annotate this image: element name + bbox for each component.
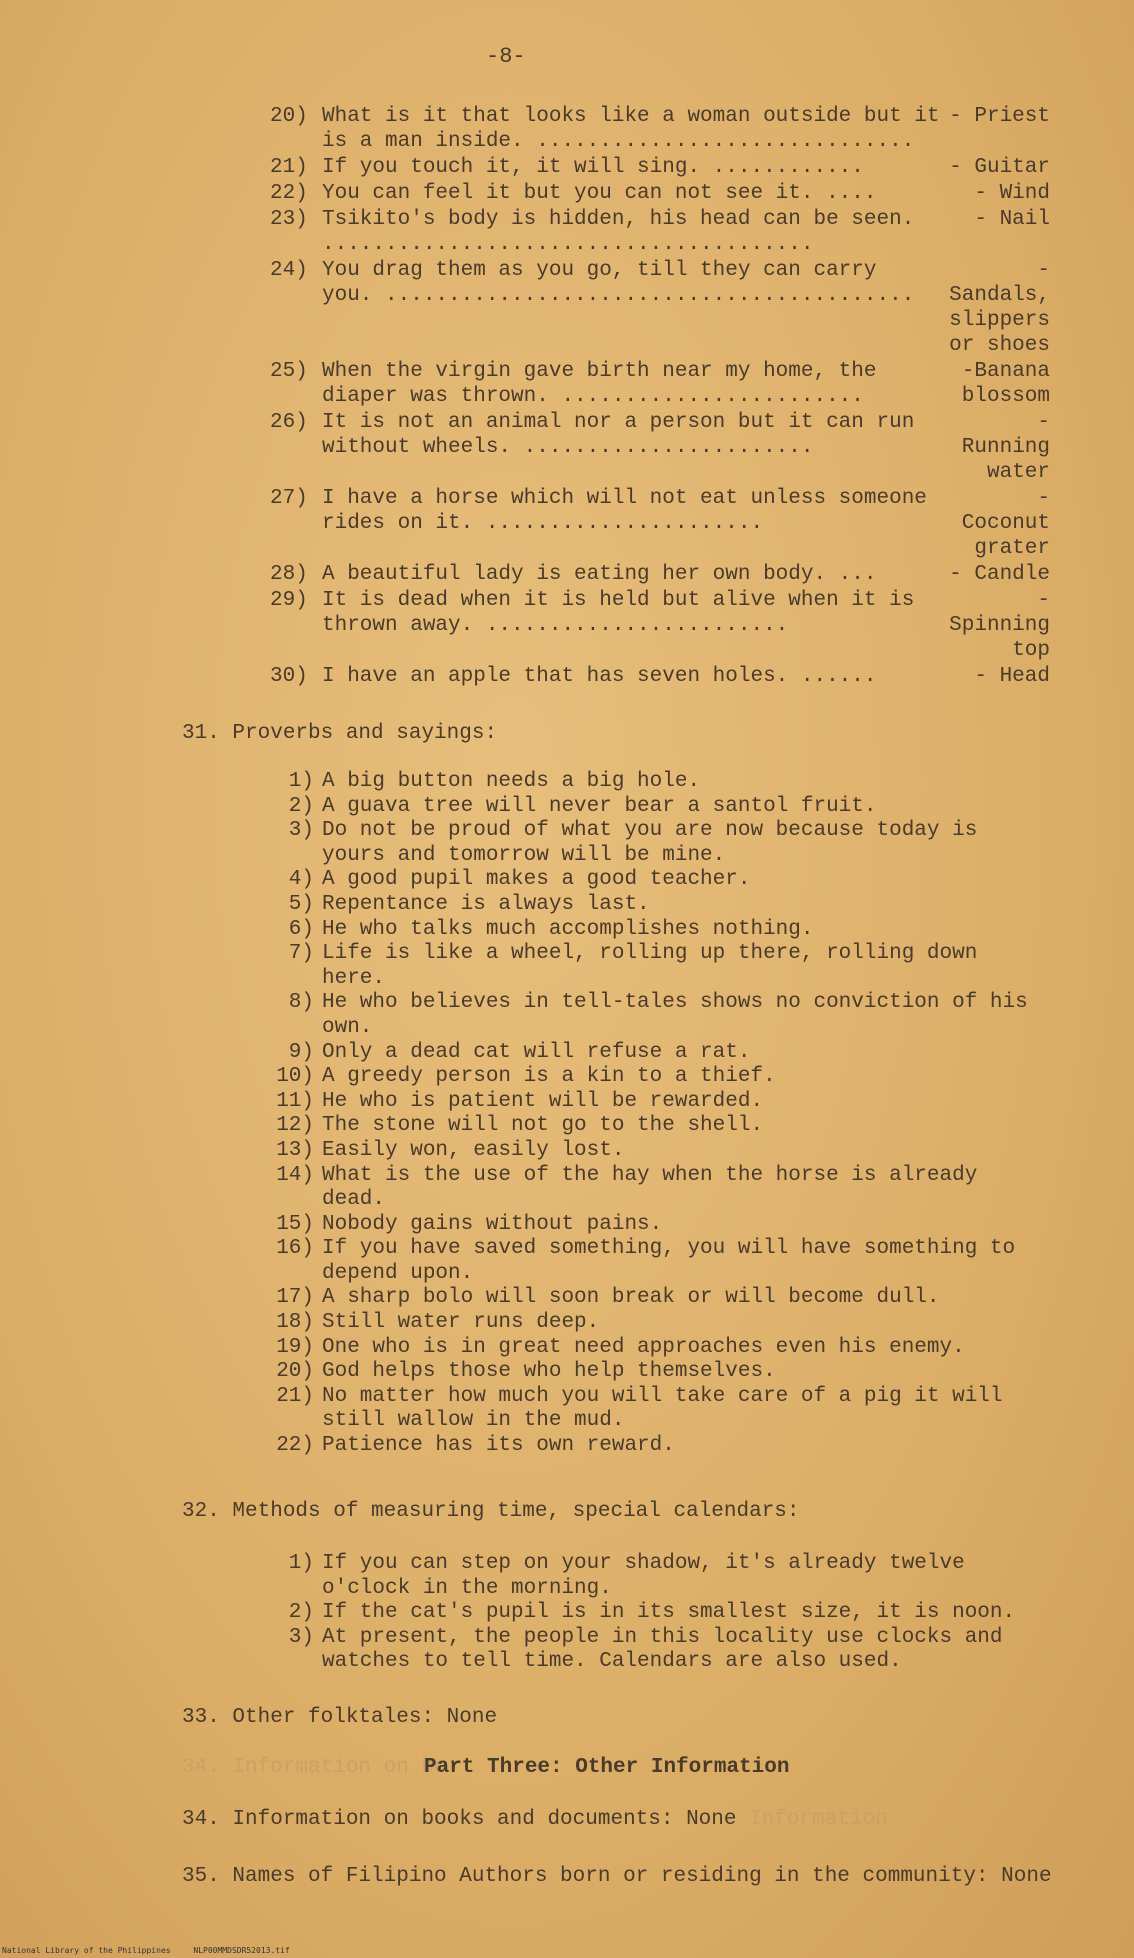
riddle-number: 28) <box>270 563 308 586</box>
item-number: 5) <box>288 892 314 916</box>
item-number: 21) <box>276 1384 314 1408</box>
riddle-answer: -Banana blossom <box>961 360 1050 408</box>
item-number: 12) <box>276 1114 314 1138</box>
item-number: 20) <box>276 1360 314 1384</box>
item-number: 4) <box>288 868 314 892</box>
riddle-question: I have an apple that has seven holes. ...... <box>322 665 877 688</box>
list-item <box>270 1286 1050 1311</box>
riddle-number: 25) <box>270 360 308 383</box>
time-heading: 32. Methods of measuring time, special calendars: <box>182 1500 800 1523</box>
item-number: 14) <box>276 1163 314 1187</box>
item-number: 13) <box>276 1138 314 1162</box>
riddle-answer: - Nail <box>974 208 1050 231</box>
riddle-question: Tsikito's body is hidden, his head can be seen. ....................................... <box>322 208 915 256</box>
item-text: Nobody gains without pains. <box>322 1212 663 1236</box>
footer-library: National Library of the Philippines <box>2 1946 171 1955</box>
list-item <box>270 1213 1050 1238</box>
riddle-question: It is dead when it is held but alive when it is thrown away. ........................ <box>322 589 915 637</box>
item-text: Only a dead cat will refuse a rat. <box>322 1040 751 1064</box>
list-item <box>270 1237 1050 1286</box>
riddle-item <box>270 207 1050 257</box>
riddle-answer: - Guitar <box>949 156 1050 179</box>
books-line <box>182 1808 888 1831</box>
list-item <box>270 1601 1050 1626</box>
authors-line: 35. Names of Filipino Authors born or residing in the community: None <box>182 1865 1052 1888</box>
riddle-question: You drag them as you go, till they can carry you. .......................................... <box>322 259 915 307</box>
books-text: 34. Information on books and documents: None <box>182 1808 737 1831</box>
folktales-line: 33. Other folktales: None <box>182 1706 498 1729</box>
riddle-answer: - Candle <box>949 563 1050 586</box>
item-number: 22) <box>276 1434 314 1458</box>
list-item <box>270 819 1050 868</box>
item-text: What is the use of the hay when the horse is already dead. <box>322 1163 978 1212</box>
list-item <box>270 1090 1050 1115</box>
riddle-item <box>270 664 1050 689</box>
item-number: 15) <box>276 1212 314 1236</box>
list-item <box>270 1360 1050 1385</box>
list-item <box>270 918 1050 943</box>
item-text: At present, the people in this locality use clocks and watches to tell time. Calendars are also used. <box>322 1625 1003 1674</box>
list-item <box>270 1626 1050 1675</box>
item-number: 16) <box>276 1237 314 1261</box>
item-text: If you have saved something, you will have something to depend upon. <box>322 1237 1016 1285</box>
riddle-number: 30) <box>270 665 308 688</box>
riddle-item <box>270 588 1050 663</box>
list-item <box>270 1041 1050 1066</box>
item-text: The stone will not go to the shell. <box>322 1114 764 1138</box>
item-number: 11) <box>276 1089 314 1113</box>
riddle-answer: - Head <box>974 665 1050 688</box>
item-text: He who talks much accomplishes nothing. <box>322 917 814 941</box>
faint-overprint-text-2: Information <box>749 1808 888 1831</box>
riddle-number: 24) <box>270 259 308 282</box>
list-item <box>270 1114 1050 1139</box>
riddle-item <box>270 181 1050 206</box>
riddle-number: 29) <box>270 589 308 612</box>
scan-footer <box>2 1946 308 1955</box>
item-number: 1) <box>288 770 314 793</box>
item-text: God helps those who help themselves. <box>322 1360 776 1384</box>
item-text: Still water runs deep. <box>322 1311 600 1335</box>
riddle-number: 20) <box>270 105 308 128</box>
riddle-number: 23) <box>270 208 308 231</box>
riddle-answer: - Sandals, slippers or shoes <box>949 259 1050 357</box>
item-text: Repentance is always last. <box>322 892 650 916</box>
item-text: A guava tree will never bear a santol fruit. <box>322 794 877 818</box>
riddle-question: A beautiful lady is eating her own body. ... <box>322 563 877 586</box>
riddle-answer: - Priest <box>949 105 1050 128</box>
item-number: 9) <box>288 1040 314 1064</box>
item-text: If you can step on your shadow, it's already twelve o'clock in the morning. <box>322 1552 965 1600</box>
riddle-item <box>270 486 1050 561</box>
item-text: A sharp bolo will soon break or will become dull. <box>322 1286 940 1310</box>
page-number: -8- <box>486 44 526 69</box>
list-item <box>270 991 1050 1040</box>
item-text: One who is in great need approaches even his enemy. <box>322 1335 965 1359</box>
item-number: 2) <box>288 1601 314 1625</box>
list-item <box>270 1311 1050 1336</box>
item-number: 1) <box>288 1552 314 1575</box>
item-number: 3) <box>288 1625 314 1649</box>
item-text: Life is like a wheel, rolling up there, rolling down here. <box>322 942 978 990</box>
item-number: 18) <box>276 1311 314 1335</box>
item-text: He who is patient will be rewarded. <box>322 1089 764 1113</box>
riddle-answer: - Wind <box>974 182 1050 205</box>
list-item <box>270 1139 1050 1164</box>
item-number: 10) <box>276 1065 314 1089</box>
item-number: 3) <box>288 819 314 843</box>
riddle-item <box>270 410 1050 485</box>
riddle-number: 26) <box>270 411 308 434</box>
item-number: 2) <box>288 794 314 818</box>
riddle-number: 27) <box>270 487 308 510</box>
list-item <box>270 1164 1050 1213</box>
riddle-question: You can feel it but you can not see it. .... <box>322 182 877 205</box>
item-text: A big button needs a big hole. <box>322 770 701 793</box>
faint-overprint-text: 34. Information on bo <box>182 1756 447 1779</box>
item-text: Patience has its own reward. <box>322 1434 675 1458</box>
footer-filename: NLP00MMDSDR52013.tif <box>193 1946 290 1955</box>
list-item <box>270 942 1050 991</box>
riddle-item <box>270 155 1050 180</box>
proverbs-list <box>270 770 1050 1459</box>
item-text: He who believes in tell-tales shows no conviction of his own. <box>322 991 1028 1039</box>
list-item <box>270 1385 1050 1434</box>
list-item <box>270 893 1050 918</box>
list-item <box>270 868 1050 893</box>
item-number: 17) <box>276 1286 314 1310</box>
item-number: 6) <box>288 917 314 941</box>
part-three-heading: Part Three: Other Information <box>424 1756 790 1779</box>
item-number: 7) <box>288 942 314 966</box>
riddle-question: What is it that looks like a woman outside but it is a man inside. .............................. <box>322 105 940 153</box>
list-item <box>270 795 1050 820</box>
item-text: Do not be proud of what you are now because today is yours and tomorrow will be mine. <box>322 819 978 867</box>
item-text: A greedy person is a kin to a thief. <box>322 1065 776 1089</box>
riddle-question: When the virgin gave birth near my home, the diaper was thrown. ........................ <box>322 360 877 408</box>
item-text: Easily won, easily lost. <box>322 1138 625 1162</box>
riddle-item <box>270 562 1050 587</box>
item-text: No matter how much you will take care of a pig it will still wallow in the mud. <box>322 1384 1003 1433</box>
item-text: If the cat's pupil is in its smallest size, it is noon. <box>322 1601 1016 1625</box>
riddle-answer: - Spinning top <box>949 589 1050 662</box>
item-number: 8) <box>288 991 314 1015</box>
riddle-question: If you touch it, it will sing. ............ <box>322 156 864 179</box>
list-item <box>270 770 1050 795</box>
time-methods-list <box>270 1552 1050 1675</box>
riddle-number: 22) <box>270 182 308 205</box>
list-item <box>270 1434 1050 1459</box>
item-number: 19) <box>276 1335 314 1359</box>
list-item <box>270 1336 1050 1361</box>
riddle-question: I have a horse which will not eat unless someone rides on it. ...................... <box>322 487 927 535</box>
riddle-item <box>270 104 1050 154</box>
riddle-item <box>270 359 1050 409</box>
riddles-list <box>270 104 1050 690</box>
proverbs-heading: 31. Proverbs and sayings: <box>182 722 498 745</box>
riddle-number: 21) <box>270 156 308 179</box>
riddle-answer: - Coconut grater <box>961 487 1050 560</box>
riddle-item <box>270 258 1050 358</box>
riddle-question: It is not an animal nor a person but it can run without wheels. ....................... <box>322 411 915 459</box>
list-item <box>270 1552 1050 1601</box>
riddle-answer: - Running water <box>961 411 1050 484</box>
item-text: A good pupil makes a good teacher. <box>322 868 751 892</box>
list-item <box>270 1065 1050 1090</box>
